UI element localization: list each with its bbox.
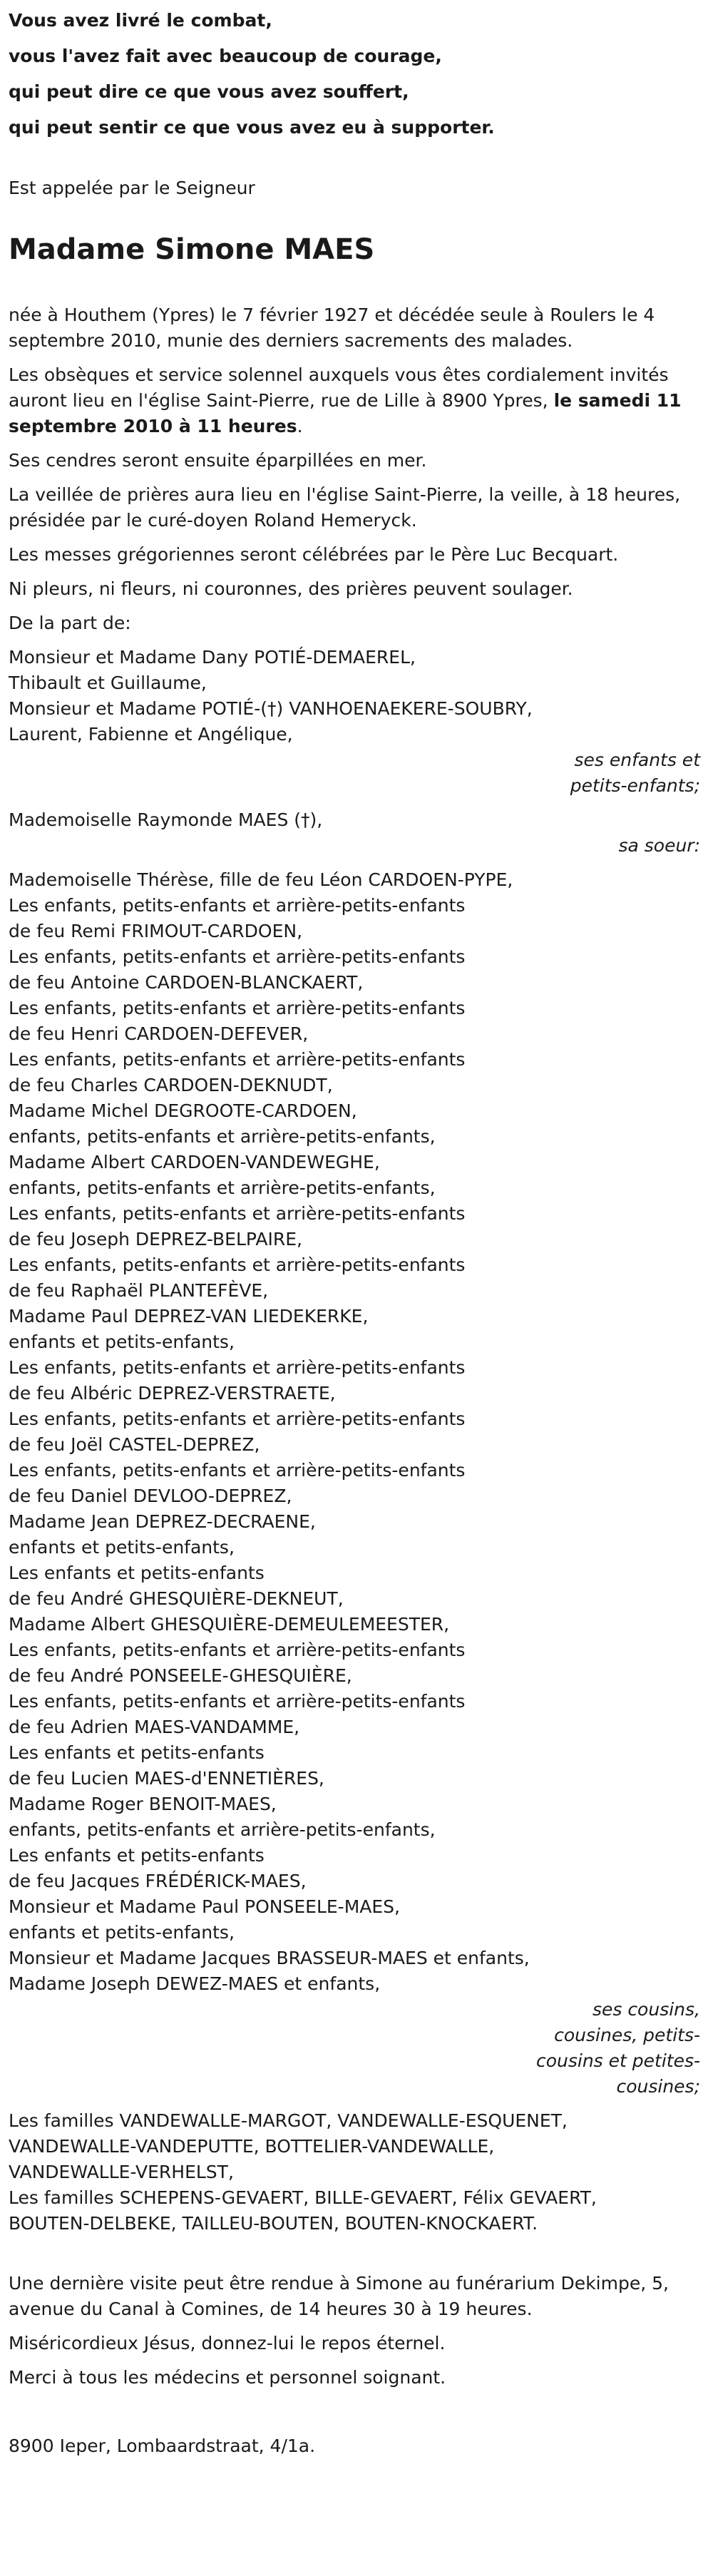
family-line: VANDEWALLE-VERHELST,: [9, 2162, 234, 2182]
children-relation: ses enfants et petits-enfants;: [570, 750, 700, 796]
family-line: Laurent, Fabienne et Angélique,: [9, 724, 293, 745]
masses-info: Les messes grégoriennes seront célébrées par le Père Luc Becquart.: [9, 544, 619, 565]
family-line: Les enfants, petits-enfants et arrière-petits-enfants: [9, 895, 466, 916]
family-line: Madame Albert CARDOEN-VANDEWEGHE,: [9, 1152, 380, 1172]
family-line: de feu Remi FRIMOUT-CARDOEN,: [9, 921, 303, 941]
family-line: de feu Adrien MAES-VANDAMME,: [9, 1717, 300, 1737]
birth-death-info: née à Houthem (Ypres) le 7 février 1927 et décédée seule à Roulers le 4 septembre 2010, munie des derniers sacrements des malades.: [9, 305, 655, 351]
family-line: Les enfants, petits-enfants et arrière-petits-enfants: [9, 1460, 466, 1481]
family-line: enfants et petits-enfants,: [9, 1332, 235, 1352]
family-line: de feu Daniel DEVLOO-DEPREZ,: [9, 1486, 292, 1506]
vigil-info: La veillée de prières aura lieu en l'église Saint-Pierre, la veille, à 18 heures, présidée par le curé-doyen Roland Hemeryck.: [9, 484, 681, 531]
ashes-info: Ses cendres seront ensuite éparpillées en mer.: [9, 450, 427, 471]
family-line: de feu Joseph DEPREZ-BELPAIRE,: [9, 1229, 302, 1249]
children-list: [9, 645, 704, 747]
poem-line: qui peut dire ce que vous avez souffert,: [9, 81, 409, 102]
family-line: Les enfants, petits-enfants et arrière-petits-enfants: [9, 1357, 466, 1378]
poem-line: vous l'avez fait avec beaucoup de courage,: [9, 46, 442, 66]
flowers-info: Ni pleurs, ni fleurs, ni couronnes, des prières peuvent soulager.: [9, 578, 573, 599]
family-line: Les enfants et petits-enfants: [9, 1742, 265, 1763]
family-line: de feu Albéric DEPREZ-VERSTRAETE,: [9, 1383, 336, 1404]
family-line: Les enfants, petits-enfants et arrière-petits-enfants: [9, 946, 466, 967]
funeral-info: [9, 362, 704, 439]
family-line: enfants et petits-enfants,: [9, 1922, 235, 1943]
cousins-list: [9, 867, 704, 1997]
family-line: Monsieur et Madame Jacques BRASSEUR-MAES et enfants,: [9, 1948, 530, 1968]
family-line: Monsieur et Madame Paul PONSEELE-MAES,: [9, 1896, 400, 1917]
sister-line: Mademoiselle Raymonde MAES (†),: [9, 809, 323, 830]
family-line: de feu André PONSEELE-GHESQUIÈRE,: [9, 1665, 352, 1686]
family-line: Les enfants, petits-enfants et arrière-petits-enfants: [9, 1409, 466, 1429]
poem-line: qui peut sentir ce que vous avez eu à supporter.: [9, 117, 495, 138]
prayer: Miséricordieux Jésus, donnez-lui le repos éternel.: [9, 2333, 446, 2353]
family-line: Madame Jean DEPREZ-DECRAENE,: [9, 1511, 316, 1532]
from-label: De la part de:: [9, 613, 131, 633]
address: 8900 Ieper, Lombaardstraat, 4/1a.: [9, 2436, 316, 2456]
family-line: VANDEWALLE-VANDEPUTTE, BOTTELIER-VANDEWALLE,: [9, 2136, 495, 2157]
family-line: Madame Joseph DEWEZ-MAES et enfants,: [9, 1973, 381, 1994]
family-line: Madame Paul DEPREZ-VAN LIEDEKERKE,: [9, 1306, 369, 1327]
family-line: de feu Antoine CARDOEN-BLANCKAERT,: [9, 972, 364, 993]
family-line: de feu Raphaël PLANTEFÈVE,: [9, 1280, 269, 1301]
family-line: Les enfants et petits-enfants: [9, 1845, 265, 1866]
family-line: Madame Michel DEGROOTE-CARDOEN,: [9, 1100, 357, 1121]
deceased-name: Madame Simone MAES: [9, 233, 375, 266]
visit-info: Une dernière visite peut être rendue à Simone au funérarium Dekimpe, 5, avenue du Canal à Comines, de 14 heures 30 à 19 heures.: [9, 2273, 669, 2319]
thanks: Merci à tous les médecins et personnel soignant.: [9, 2367, 446, 2388]
family-line: Les enfants, petits-enfants et arrière-petits-enfants: [9, 1691, 466, 1712]
family-line: Les familles SCHEPENS-GEVAERT, BILLE-GEVAERT, Félix GEVAERT,: [9, 2187, 597, 2208]
family-line: de feu Henri CARDOEN-DEFEVER,: [9, 1023, 309, 1044]
family-line: enfants et petits-enfants,: [9, 1537, 235, 1558]
funeral-text: Les obsèques et service solennel auxquels vous êtes cordialement invités auront lieu en l'église Saint-Pierre, rue de Lille à 8900 Ypres,: [9, 364, 669, 411]
family-line: de feu Charles CARDOEN-DEKNUDT,: [9, 1075, 333, 1095]
funeral-date: le samedi 11 septembre 2010 à 11 heures: [9, 390, 682, 436]
family-line: Les enfants, petits-enfants et arrière-petits-enfants: [9, 1203, 466, 1224]
families-list: [9, 2108, 704, 2237]
family-line: enfants, petits-enfants et arrière-petits-enfants,: [9, 1819, 436, 1840]
family-line: BOUTEN-DELBEKE, TAILLEU-BOUTEN, BOUTEN-KNOCKAERT.: [9, 2213, 538, 2234]
family-line: de feu Jacques FRÉDÉRICK-MAES,: [9, 1871, 307, 1891]
family-line: de feu Joël CASTEL-DEPREZ,: [9, 1434, 260, 1455]
family-line: enfants, petits-enfants et arrière-petits-enfants,: [9, 1126, 436, 1147]
family-line: Madame Roger BENOIT-MAES,: [9, 1794, 277, 1814]
family-line: de feu Lucien MAES-d'ENNETIÈRES,: [9, 1768, 324, 1789]
family-line: Les enfants, petits-enfants et arrière-petits-enfants: [9, 1640, 466, 1660]
family-line: Les enfants et petits-enfants: [9, 1563, 265, 1583]
family-line: Les enfants, petits-enfants et arrière-petits-enfants: [9, 1254, 466, 1275]
family-line: Monsieur et Madame POTIÉ-(†) VANHOENAEKERE-SOUBRY,: [9, 698, 533, 719]
funeral-end: .: [297, 416, 303, 436]
family-line: Mademoiselle Thérèse, fille de feu Léon CARDOEN-PYPE,: [9, 869, 513, 890]
called-by-lord: Est appelée par le Seigneur: [9, 178, 255, 198]
sister-relation: sa soeur:: [618, 835, 700, 856]
family-line: Monsieur et Madame Dany POTIÉ-DEMAEREL,: [9, 647, 416, 668]
family-line: Thibault et Guillaume,: [9, 673, 207, 693]
family-line: de feu André GHESQUIÈRE-DEKNEUT,: [9, 1588, 344, 1609]
family-line: Les familles VANDEWALLE-MARGOT, VANDEWALLE-ESQUENET,: [9, 2110, 568, 2131]
family-line: enfants, petits-enfants et arrière-petits-enfants,: [9, 1177, 436, 1198]
poem-line: Vous avez livré le combat,: [9, 10, 272, 31]
poem: [9, 0, 704, 145]
family-line: Les enfants, petits-enfants et arrière-petits-enfants: [9, 998, 466, 1018]
cousins-relation: ses cousins, cousines, petits-cousins et petites-cousines;: [535, 1999, 700, 2097]
family-line: Madame Albert GHESQUIÈRE-DEMEULEMEESTER,: [9, 1614, 450, 1635]
family-line: Les enfants, petits-enfants et arrière-petits-enfants: [9, 1049, 466, 1070]
